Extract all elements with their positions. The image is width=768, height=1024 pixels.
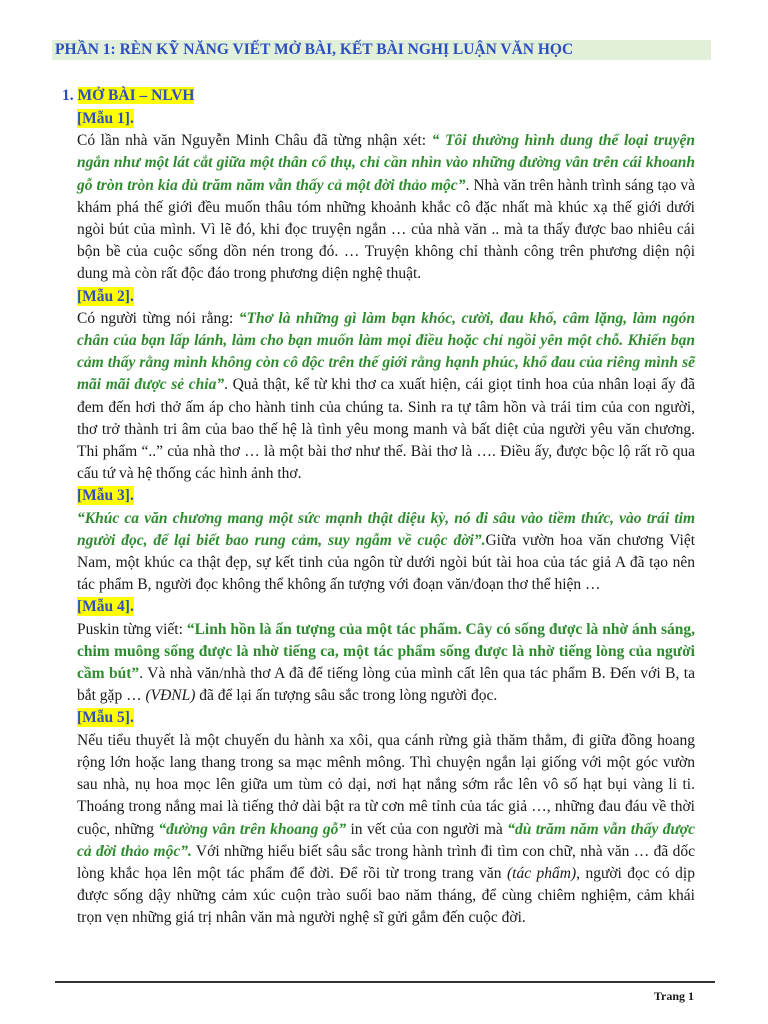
sample-4 <box>77 596 695 707</box>
sample-paragraph <box>77 619 695 708</box>
document-body <box>77 108 695 930</box>
sample-italic-note: (VĐNL) <box>145 687 196 705</box>
sample-text: , người đọc có dịp được sống dậy những cảm xúc cuộn trào suối bao năm tháng, để cùng chiêm nghiệm, cảm khái trọn vẹn những giá trị nhân văn mà người nghệ sĩ gửi gắm đến cuộc đời. <box>77 864 695 927</box>
sample-quote: “đường vân trên khoang gỗ” <box>158 820 347 838</box>
sample-text: Nếu tiểu thuyết là một chuyến du hành xa xôi, qua cánh rừng già thăm thẳm, đi giữa đồng hoang rộng lớn hoặc lang thang trong sa mạc mênh mông. Thì chuyện ngắn lại giống với một góc vườn sau nhà, nụ hoa mọc lên giữa um tùm cỏ dại, nơi hạt nắng sớm rắc lên vô số hạt bụi vàng li ti. Thoáng trong nắng mai là tiếng thở dài bật ra từ cơn mê tỉnh của tác giả …, những đau đáu về thời cuộc, những <box>77 731 695 838</box>
sample-text: Giữa vườn hoa văn chương Việt Nam, một khúc ca thật đẹp, sự kết tinh của ngôn từ dưới ngòi bút tài hoa của tác giả A đã tạo nên tác phẩm B, người đọc không thể không ấn tượng với đoạn văn/đoạn thơ thể hiện … <box>77 531 696 594</box>
sample-label: [Mẫu 1]. <box>77 110 134 127</box>
sample-5 <box>77 707 695 929</box>
sample-quote: “Thơ là những gì làm bạn khóc, cười, đau khổ, câm lặng, làm ngón chân của bạn lấp lánh, làm cho bạn muốn làm mọi điều hoặc chỉ ngồi yên một chỗ. Khiến bạn cảm thấy rằng mình không còn cô độc trên thế giới rằng hạnh phúc, khổ đau của riêng mình sẽ mãi mãi được sẻ chia” <box>77 309 695 394</box>
sample-label: [Mẫu 5]. <box>77 709 134 727</box>
sample-text: . Nhà văn trên hành trình sáng tạo và khám phá thế giới đều muốn thâu tóm những khoảnh khắc cô đặc nhất mà khúc xạ thế giới dưới ngòi bút của mình. Vì lẽ đó, khi đọc truyện ngắn … của nhà văn .. mà ta thấy được bao nhiêu cái bộn bề của cuộc sống dồn nén trong đó. … Truyện không chỉ thành công trên phương diện nội dung mà còn rất độc đáo trong phương diện nghệ thuật. <box>77 176 696 283</box>
section-heading-text: MỞ BÀI – NLVH <box>77 87 195 104</box>
sample-paragraph <box>77 730 695 930</box>
sample-paragraph <box>77 130 695 285</box>
section-number: 1. <box>62 87 74 104</box>
sample-text: in vết của con người mà <box>346 820 508 838</box>
sample-text: Có lần nhà văn Nguyễn Minh Châu đã từng nhận xét: <box>77 132 432 150</box>
sample-2 <box>77 286 695 486</box>
sample-quote: “dù trăm năm vẫn thấy được cả đời thảo mộc”. <box>77 820 695 860</box>
sample-paragraph <box>77 308 695 486</box>
sample-text: Puskin từng viết: <box>77 620 187 638</box>
sample-label: [Mẫu 2]. <box>77 287 134 305</box>
sample-label: [Mẫu 3]. <box>77 487 134 505</box>
footer-divider <box>55 981 715 983</box>
sample-text: đã để lại ấn tượng sâu sắc trong lòng người đọc. <box>195 687 498 705</box>
section-heading <box>62 86 194 106</box>
sample-text: Với những hiểu biết sâu sắc trong hành trình đi tìm con chữ, nhà văn … đã dốc lòng khắc họa lên một tác phẩm để đời. Để rồi từ trong trang văn <box>77 842 695 882</box>
sample-1 <box>77 108 695 286</box>
sample-quote: “ Tôi thường hình dung thể loại truyện ngắn như một lát cắt giữa một thân cổ thụ, chỉ cần nhìn vào những đường vân trên cái khoanh gỗ tròn tròn kia dù trăm năm vẫn thấy cả một đời thảo mộc” <box>77 132 695 194</box>
sample-quote: “Linh hồn là ấn tượng của một tác phẩm. Cây có sống được là nhờ ánh sáng, chim muông sống được là nhờ tiếng ca, một tác phẩm sống được là nhờ tiếng lòng của người cầm bút” <box>77 620 696 683</box>
page-number: Trang 1 <box>653 989 694 1003</box>
sample-quote: “Khúc ca văn chương mang một sức mạnh thật diệu kỳ, nó đi sâu vào tiềm thức, vào trái tim người đọc, để lại biết bao rung cảm, suy ngẫm về cuộc đời”. <box>77 509 695 549</box>
sample-3 <box>77 485 695 596</box>
sample-label: [Mẫu 4]. <box>77 598 134 616</box>
sample-text: Có người từng nói rằng: <box>77 309 239 327</box>
sample-italic-note: (tác phẩm) <box>507 864 577 882</box>
sample-paragraph <box>77 508 695 597</box>
page-title: PHẦN 1: RÈN KỸ NĂNG VIẾT MỞ BÀI, KẾT BÀI NGHỊ LUẬN VĂN HỌC <box>55 41 574 58</box>
sample-text: . Quả thật, kể từ khi thơ ca xuất hiện, cái giọt tinh hoa của nhân loại ấy đã đem đến hơi thở ấm áp cho hành tinh của chúng ta. Sinh ra tự tâm hồn và trái tim của con người, thơ trở thành tri âm của bao thế hệ là tình yêu mong manh và bất diệt của người yêu văn chương. Thi phẩm “..” của nhà thơ … là một bài thơ như thế. Bài thơ là …. Điều ấy, được bộc lộ rất rõ qua cấu tứ và hệ thống các hình ảnh thơ. <box>77 376 695 483</box>
sample-text: . Và nhà văn/nhà thơ A đã để tiếng lòng của mình cất lên qua tác phẩm B. Đến với B, ta bắt gặp … <box>77 665 695 705</box>
